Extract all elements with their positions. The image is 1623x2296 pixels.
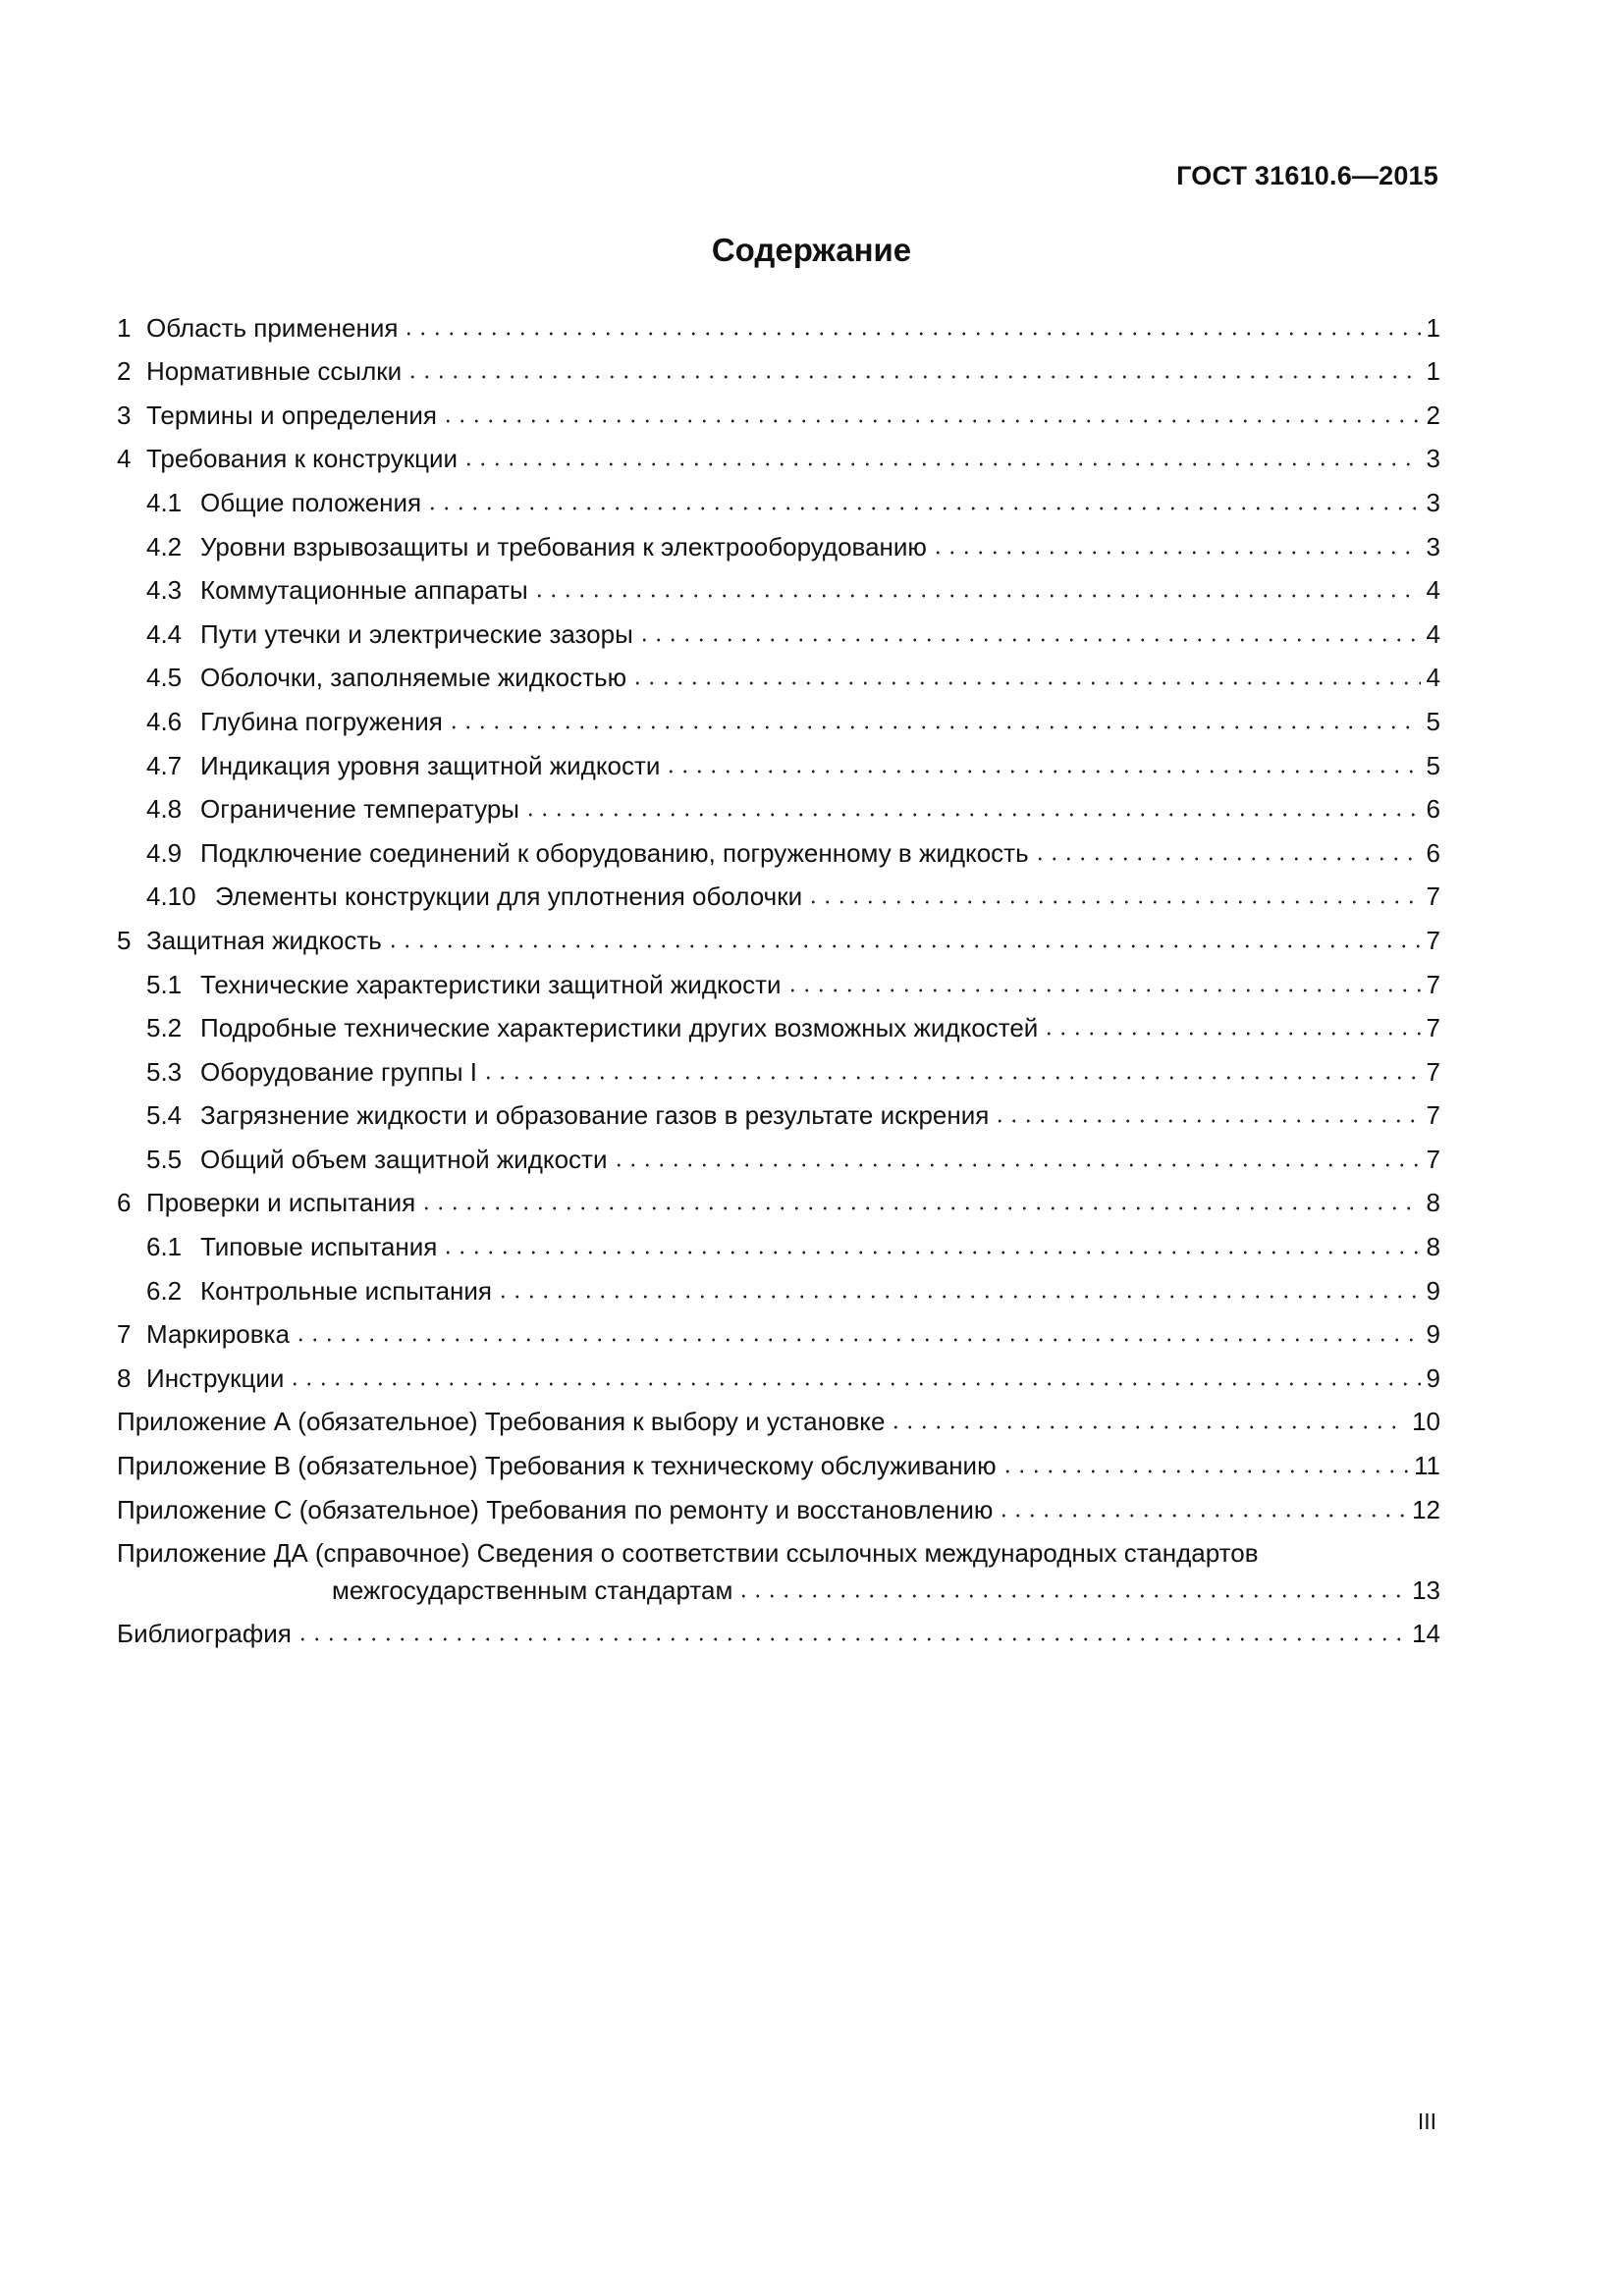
toc-entry-title: Технические характеристики защитной жидкости [200, 969, 782, 999]
toc-entry-title: Ограничение температуры [200, 794, 519, 825]
toc-entry-number: 6 [117, 1188, 132, 1218]
toc-entry[interactable] [117, 562, 1440, 607]
toc-entry-page: 7 [1426, 1100, 1440, 1131]
toc-entry-page: 12 [1412, 1494, 1440, 1524]
leader-dots [1001, 1467, 1408, 1476]
toc-entry-title: Маркировка [146, 1319, 290, 1350]
toc-entry-title: Индикация уровня защитной жидкости [200, 750, 661, 780]
toc-entry-page: 9 [1426, 1362, 1440, 1393]
page-number: III [1417, 2109, 1436, 2134]
toc-entry-title: Общий объем защитной жидкости [200, 1144, 608, 1174]
toc-entry-title: Общие положения [200, 487, 422, 517]
toc-entry[interactable] [117, 299, 1440, 344]
toc-entry-number: 4.5 [146, 663, 183, 693]
toc-entry-number: 5.5 [146, 1144, 183, 1174]
leader-dots [637, 635, 1421, 645]
toc-entry-page: 11 [1414, 1451, 1440, 1481]
leader-dots [785, 986, 1421, 995]
leader-dots [1033, 854, 1421, 864]
toc-entry-title: Элементы конструкции для уплотнения оболочки [215, 881, 803, 912]
toc-entry-page: 1 [1426, 312, 1440, 343]
leader-dots [461, 459, 1420, 469]
toc-entry-number: 1 [117, 312, 132, 343]
toc-entry-title: Область применения [146, 312, 399, 343]
toc-entry[interactable] [117, 1131, 1440, 1175]
toc-entry-title: Подробные технические характеристики других возможных жидкостей [200, 1013, 1039, 1043]
toc-entry-number: 4.1 [146, 487, 183, 517]
leader-dots [496, 1292, 1421, 1302]
toc-entry-page: 7 [1426, 1056, 1440, 1087]
toc-entry[interactable] [117, 606, 1440, 650]
toc-entry-bibliography[interactable] [117, 1606, 1440, 1650]
toc-entry-page: 7 [1426, 925, 1440, 955]
toc-entry-number: 6.1 [146, 1232, 183, 1262]
toc-entry-page: 3 [1426, 487, 1440, 517]
toc-entry-title: Уровни взрывозащиты и требования к электрооборудованию [200, 531, 927, 561]
leader-dots [806, 897, 1420, 907]
leader-dots [1042, 1029, 1420, 1039]
toc-entry-number: 5.1 [146, 969, 183, 999]
toc-entry[interactable] [117, 1218, 1440, 1262]
toc-entry-title: Подключение соединений к оборудованию, погруженному в жидкость [200, 837, 1029, 868]
toc-entry-title: Коммутационные аппараты [200, 575, 528, 606]
toc-entry-number: 2 [117, 356, 132, 387]
table-of-contents [117, 299, 1440, 1649]
toc-entry-title: Приложение В (обязательное) Требования к техническому обслуживанию [117, 1451, 997, 1481]
toc-entry-number: 7 [117, 1319, 132, 1350]
toc-entry-page: 7 [1426, 881, 1440, 912]
toc-entry-title: Нормативные ссылки [146, 356, 403, 387]
toc-entry-title: Термины и определения [146, 400, 438, 430]
toc-entry[interactable] [117, 387, 1440, 431]
toc-entry[interactable] [117, 1307, 1440, 1351]
toc-entry-page: 9 [1426, 1319, 1440, 1350]
leader-dots [532, 591, 1421, 601]
toc-entry-appendix-da[interactable] [117, 1525, 1440, 1606]
toc-entry-page: 6 [1426, 837, 1440, 868]
leader-dots [406, 372, 1420, 382]
toc-entry-page: 4 [1426, 663, 1440, 693]
toc-entry[interactable] [117, 1350, 1440, 1394]
leader-dots [931, 548, 1421, 558]
toc-entry[interactable] [117, 1481, 1440, 1525]
toc-entry-title: Типовые испытания [200, 1232, 438, 1262]
toc-entry-number: 4 [117, 444, 132, 474]
toc-entry-page: 7 [1426, 1144, 1440, 1174]
toc-entry[interactable] [117, 518, 1440, 562]
toc-entry-title: Приложение А (обязательное) Требования к выбору и установке [117, 1407, 886, 1437]
toc-entry-page: 8 [1426, 1188, 1440, 1218]
toc-entry-number: 4.6 [146, 706, 183, 736]
toc-entry[interactable] [117, 344, 1440, 388]
toc-entry-page: 4 [1426, 618, 1440, 649]
toc-entry-number: 5.2 [146, 1013, 183, 1043]
toc-entry-page: 3 [1426, 444, 1440, 474]
leader-dots [997, 1511, 1406, 1521]
toc-entry-title: Оболочки, заполняемые жидкостью [200, 663, 627, 693]
toc-entry-number: 4.10 [146, 881, 196, 912]
toc-entry-page: 3 [1426, 531, 1440, 561]
toc-entry-number: 3 [117, 400, 132, 430]
leader-dots [441, 416, 1421, 426]
toc-entry-page: 5 [1426, 706, 1440, 736]
leader-dots [294, 1335, 1421, 1345]
leader-dots [993, 1116, 1420, 1126]
toc-entry[interactable] [117, 431, 1440, 475]
toc-entry-number: 4.4 [146, 618, 183, 649]
toc-entry[interactable] [117, 474, 1440, 518]
toc-entry-page: 7 [1426, 1013, 1440, 1043]
toc-entry-title: Приложение ДА (справочное) Сведения о соответствии ссылочных международных стандартов [117, 1537, 1259, 1568]
toc-entry[interactable] [117, 781, 1440, 826]
toc-entry-page: 6 [1426, 794, 1440, 825]
toc-entry-title: Защитная жидкость [146, 925, 382, 955]
toc-entry-number: 4.7 [146, 750, 183, 780]
toc-entry-number: 5.3 [146, 1056, 183, 1087]
toc-entry[interactable] [117, 650, 1440, 694]
toc-heading: Содержание [711, 232, 912, 268]
toc-entry-page: 13 [1412, 1575, 1440, 1605]
toc-entry[interactable] [117, 869, 1440, 913]
toc-entry-number: 8 [117, 1362, 132, 1393]
toc-entry[interactable] [117, 737, 1440, 781]
toc-entry[interactable] [117, 693, 1440, 737]
leader-dots [441, 1248, 1420, 1257]
leader-dots [889, 1422, 1406, 1432]
toc-entry-title: Библиография [117, 1619, 292, 1649]
leader-dots [296, 1634, 1406, 1644]
leader-dots [630, 678, 1420, 688]
toc-entry-page: 10 [1412, 1407, 1440, 1437]
leader-dots [736, 1591, 1406, 1601]
toc-entry[interactable] [117, 1437, 1440, 1481]
toc-entry[interactable] [117, 825, 1440, 869]
toc-entry-page: 5 [1426, 750, 1440, 780]
toc-entry[interactable] [117, 1262, 1440, 1307]
toc-entry-title: Глубина погружения [200, 706, 443, 736]
toc-entry-title: Пути утечки и электрические зазоры [200, 618, 633, 649]
toc-entry-title: Оборудование группы I [200, 1056, 478, 1087]
toc-entry-page: 1 [1426, 356, 1440, 387]
toc-entry-page: 14 [1412, 1619, 1440, 1649]
toc-entry-number: 4.3 [146, 575, 183, 606]
toc-entry[interactable] [117, 1043, 1440, 1088]
document-code: ГОСТ 31610.6—2015 [1176, 161, 1438, 190]
toc-entry[interactable] [117, 1175, 1440, 1219]
toc-entry-title: Требования к конструкции [146, 444, 459, 474]
toc-entry[interactable] [117, 912, 1440, 956]
leader-dots [386, 941, 1421, 951]
toc-entry-title: Инструкции [146, 1362, 285, 1393]
toc-entry-page: 7 [1426, 969, 1440, 999]
toc-entry[interactable] [117, 1394, 1440, 1438]
toc-entry-title: Проверки и испытания [146, 1188, 416, 1218]
toc-entry[interactable] [117, 956, 1440, 1000]
toc-entry-title: Приложение С (обязательное) Требования по ремонту и восстановлению [117, 1494, 994, 1524]
toc-entry-title: Загрязнение жидкости и образование газов в результате искрения [200, 1100, 990, 1131]
toc-entry[interactable] [117, 1000, 1440, 1044]
toc-entry-page: 9 [1426, 1275, 1440, 1306]
leader-dots [419, 1203, 1420, 1213]
toc-entry-number: 6.2 [146, 1275, 183, 1306]
leader-dots [402, 329, 1420, 339]
toc-entry-number: 5 [117, 925, 132, 955]
leader-dots [664, 767, 1420, 776]
toc-entry[interactable] [117, 1088, 1440, 1132]
toc-entry-title-continued: межгосударственным стандартам [332, 1575, 733, 1605]
toc-entry-number: 5.4 [146, 1100, 183, 1131]
leader-dots [612, 1160, 1421, 1170]
leader-dots [288, 1379, 1420, 1389]
toc-entry-title: Контрольные испытания [200, 1275, 492, 1306]
leader-dots [425, 504, 1420, 513]
leader-dots [447, 722, 1421, 732]
toc-entry-page: 8 [1426, 1232, 1440, 1262]
toc-entry-page: 2 [1426, 400, 1440, 430]
toc-entry-page: 4 [1426, 575, 1440, 606]
toc-entry-number: 4.8 [146, 794, 183, 825]
toc-entry-number: 4.9 [146, 837, 183, 868]
toc-entry-number: 4.2 [146, 531, 183, 561]
leader-dots [523, 810, 1421, 820]
leader-dots [481, 1073, 1421, 1083]
